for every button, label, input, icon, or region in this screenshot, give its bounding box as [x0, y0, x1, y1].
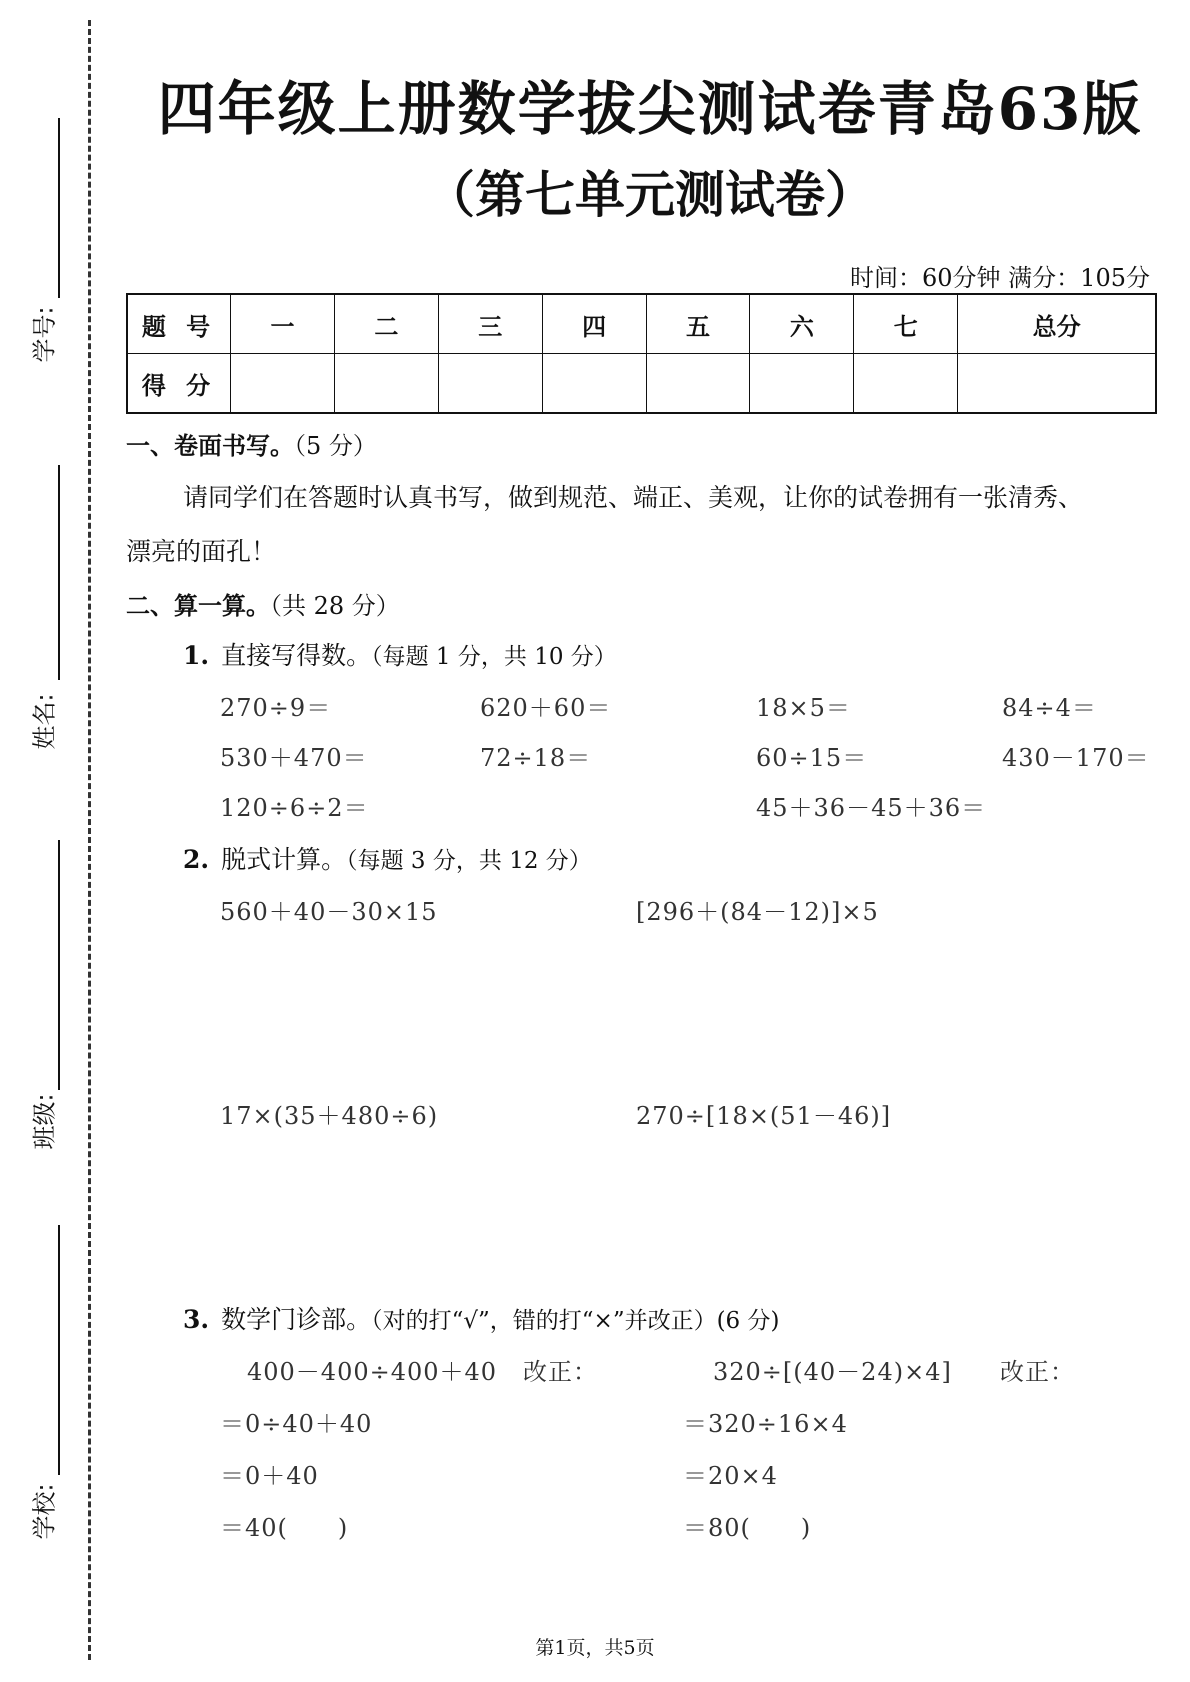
section-1-text-line2: 漂亮的面孔！: [126, 537, 277, 566]
question-points: （每题 3 分，共 12 分）: [346, 848, 592, 874]
oral-item: 18×5＝: [756, 694, 851, 722]
diagnosis-left-step: 400－400÷400＋40: [247, 1358, 498, 1386]
score-cell[interactable]: [334, 354, 438, 414]
question-points: （每题 1 分，共 10 分）: [371, 644, 617, 670]
score-cell[interactable]: [958, 354, 1156, 414]
diagnosis-right-step: ＝20×4: [683, 1462, 778, 1490]
score-table: [126, 293, 1157, 414]
question-points: （对的打“√”，错的打“×”并改正）(6 分): [371, 1308, 780, 1334]
oral-item: 60÷15＝: [756, 744, 868, 772]
score-table-header-row: [127, 294, 1156, 354]
score-cell[interactable]: [750, 354, 854, 414]
calc-item: 17×(35＋480÷6): [220, 1102, 439, 1130]
section-2-heading: [126, 586, 400, 621]
oral-item: 270÷9＝: [220, 694, 332, 722]
diagnosis-left-step: ＝0÷40＋40: [220, 1410, 373, 1438]
page-subtitle: （第七单元测试卷）: [425, 165, 875, 224]
oral-item: 530＋470＝: [220, 744, 368, 772]
table-cell: 四: [542, 294, 646, 354]
question-text: 脱式计算。: [221, 845, 347, 874]
question-number: 1.: [183, 641, 210, 670]
oral-item: 72÷18＝: [480, 744, 592, 772]
section-1-title: 一、卷面书写。: [126, 431, 294, 460]
table-cell: 一: [231, 294, 335, 354]
score-cell[interactable]: [542, 354, 646, 414]
school-line: [58, 1225, 60, 1475]
question-2: [183, 840, 592, 876]
diagnosis-left-step: ＝40( ): [220, 1514, 349, 1542]
correction-label: 改正：: [1000, 1358, 1075, 1386]
diagnosis-left-step: ＝0＋40: [220, 1462, 319, 1490]
table-cell: 二: [334, 294, 438, 354]
oral-item: 430－170＝: [1002, 744, 1150, 772]
school-label: 学校:: [30, 1483, 59, 1540]
table-cell: 五: [646, 294, 750, 354]
calc-item: 270÷[18×(51－46)]: [636, 1102, 892, 1130]
section-2-points: （共 28 分）: [270, 592, 400, 620]
score-cell[interactable]: [854, 354, 958, 414]
question-1: [183, 636, 617, 672]
class-line: [58, 840, 60, 1090]
section-1-text-line1: 请同学们在答题时认真书写，做到规范、端正、美观，让你的试卷拥有一张清秀、: [183, 483, 1084, 512]
table-cell: 得 分: [127, 354, 231, 414]
oral-item: 84÷4＝: [1002, 694, 1097, 722]
question-number: 2.: [183, 845, 210, 874]
student-id-line: [58, 118, 60, 298]
binding-dashed-line: [88, 20, 91, 1660]
section-1-heading: [126, 426, 377, 461]
question-3: [183, 1300, 779, 1336]
oral-item: 120÷6÷2＝: [220, 794, 369, 822]
oral-item: 45＋36－45＋36＝: [756, 794, 987, 822]
score-cell[interactable]: [646, 354, 750, 414]
page-footer: 第1页，共5页: [535, 1637, 655, 1659]
table-cell: 七: [854, 294, 958, 354]
calc-item: [296＋(84－12)]×5: [636, 898, 879, 926]
correction-label: 改正：: [523, 1358, 598, 1386]
table-cell: 三: [438, 294, 542, 354]
name-label: 姓名:: [30, 693, 59, 750]
score-cell[interactable]: [231, 354, 335, 414]
diagnosis-right-step: ＝320÷16×4: [683, 1410, 848, 1438]
table-cell: 六: [750, 294, 854, 354]
score-cell[interactable]: [438, 354, 542, 414]
table-cell: 总分: [958, 294, 1156, 354]
student-id-label: 学号:: [30, 306, 59, 363]
class-label: 班级:: [30, 1093, 59, 1150]
diagnosis-right-step: ＝80( ): [683, 1514, 812, 1542]
exam-meta: 时间：60分钟 满分：105分: [850, 264, 1150, 292]
oral-item: 620＋60＝: [480, 694, 612, 722]
score-table-score-row: [127, 354, 1156, 414]
name-line: [58, 465, 60, 680]
question-number: 3.: [183, 1305, 210, 1334]
question-text: 数学门诊部。: [221, 1305, 372, 1334]
section-2-title: 二、算一算。: [126, 591, 270, 620]
diagnosis-right-step: 320÷[(40－24)×4]: [713, 1358, 952, 1386]
section-1-points: （5 分）: [294, 432, 377, 460]
page-title: 四年级上册数学拔尖测试卷青岛63版: [157, 75, 1143, 143]
calc-item: 560＋40－30×15: [220, 898, 438, 926]
question-text: 直接写得数。: [221, 641, 372, 670]
table-cell: 题 号: [127, 294, 231, 354]
